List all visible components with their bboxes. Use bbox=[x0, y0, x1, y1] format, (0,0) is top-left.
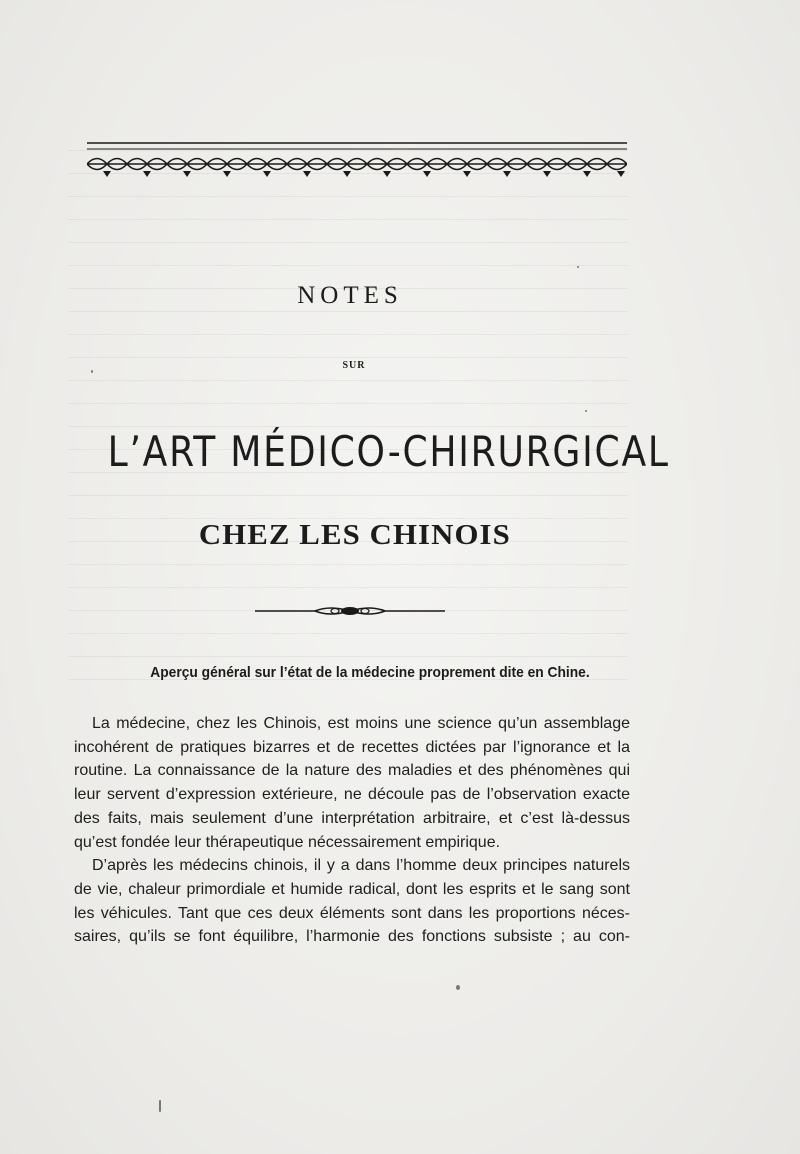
title-subtitle bbox=[60, 520, 650, 552]
paragraph-1-line-5: des faits, mais seulement d’une interprétation arbitraire, et c’est là-dessus bbox=[74, 809, 630, 827]
title-subtitle-text: CHEZ LES CHINOIS bbox=[198, 520, 511, 551]
divider-ornament-icon bbox=[255, 602, 445, 620]
title-sur: SUR bbox=[342, 360, 366, 371]
header-ornament-icon bbox=[87, 141, 627, 181]
section-heading: Aperçu général sur l’état de la médecine proprement dite en Chine. bbox=[150, 664, 590, 681]
paragraph-2-line-4: saires, qu’ils se font équilibre, l’harmonie des fonctions subsiste ; au con- bbox=[74, 928, 630, 946]
title-notes: NOTES bbox=[297, 282, 403, 309]
paragraph-2-line-3: les véhicules. Tant que ces deux éléments sont dans les proportions néces- bbox=[74, 904, 630, 922]
paragraph-1-line-4: leur servent d’expression extérieure, ne découle pas de l’observation exacte bbox=[74, 786, 630, 804]
body-text bbox=[74, 712, 630, 949]
paragraph-2-line-1: D’après les médecins chinois, il y a dans l’homme deux principes naturels bbox=[92, 857, 630, 875]
paragraph-1-line-2: incohérent de pratiques bizarres et de recettes dictées par l’ignorance et la bbox=[74, 738, 630, 756]
paragraph-1-line-6: qu’est fondée leur thérapeutique nécessairement empirique. bbox=[74, 833, 501, 851]
title-main: L’ART MÉDICO-CHIRURGICAL bbox=[107, 427, 670, 476]
paragraph-1-line-3: routine. La connaissance de la nature des maladies et des phénomènes qui bbox=[74, 762, 630, 780]
paragraph-2-line-2: de vie, chaleur primordiale et humide radical, dont les esprits et le sang sont bbox=[74, 880, 630, 898]
paragraph-1-line-1: La médecine, chez les Chinois, est moins une science qu’un assemblage bbox=[92, 715, 630, 732]
